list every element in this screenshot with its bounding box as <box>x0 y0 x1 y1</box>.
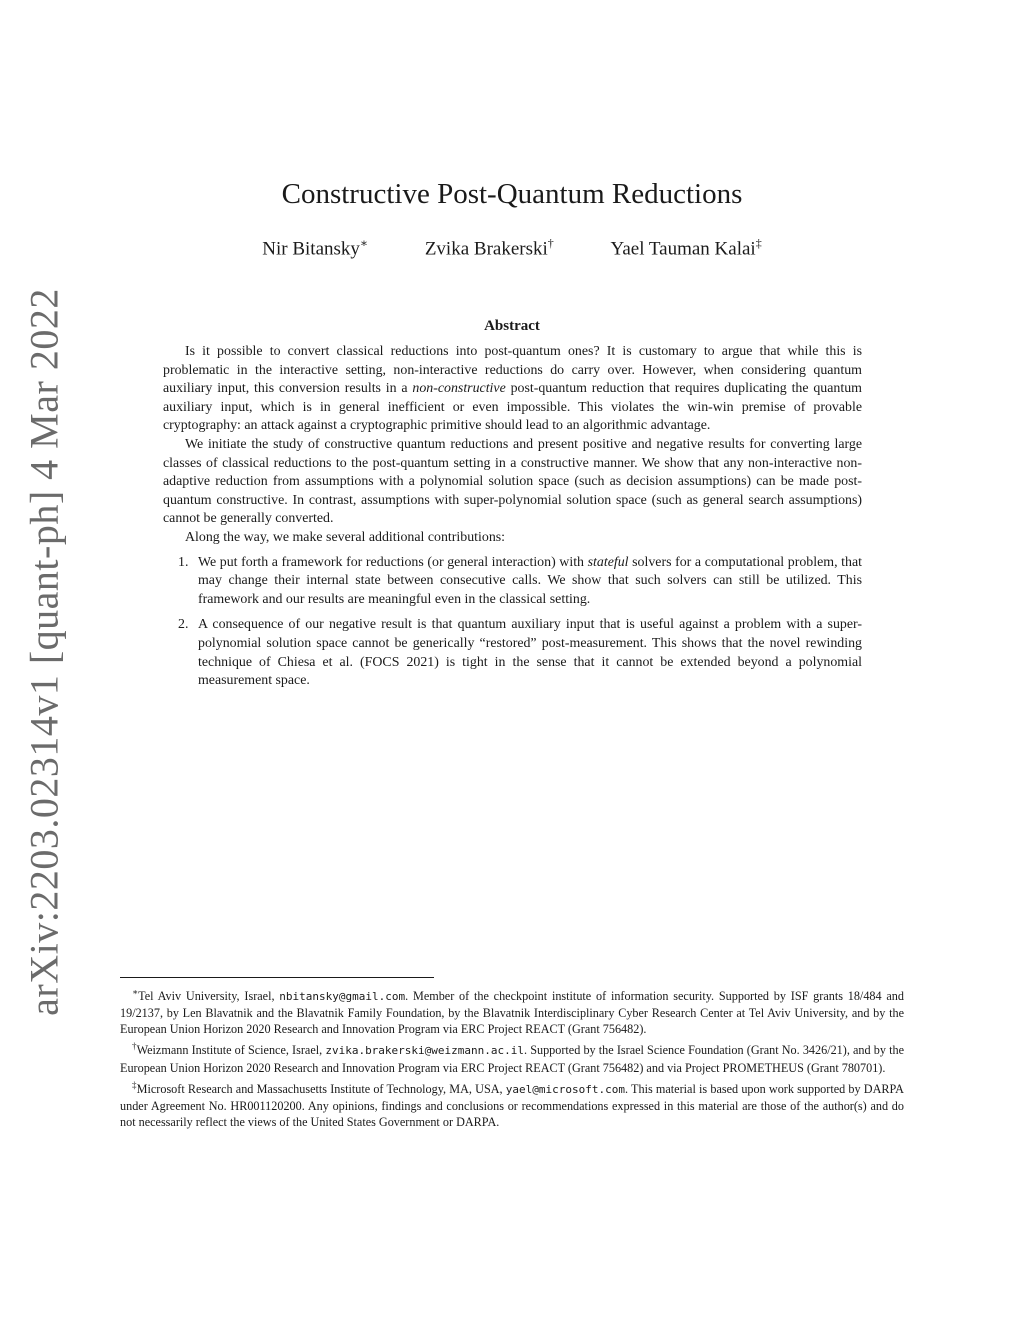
author-name: Yael Tauman Kalai <box>610 238 756 260</box>
abstract-heading: Abstract <box>484 318 540 334</box>
list-number: 2. <box>178 617 189 633</box>
author-brakerski <box>425 236 554 260</box>
author-kalai <box>611 236 762 260</box>
abstract-body <box>163 343 862 698</box>
author-footnote-mark: † <box>547 236 554 250</box>
footnote-rule <box>120 977 434 978</box>
footnote-brakerski: †Weizmann Institute of Science, Israel, zvika.brakerski@weizmann.ac.il. Supported by the Israel Science Foundation (Grant No. 3426/21), and by the European Union Horizon 2020 Research and Innovation Program via ERC Project REACT (Grant 756482) and via Project PROMETHEUS (Grant 780701). <box>120 1041 905 1075</box>
author-bitansky <box>262 236 368 260</box>
footnote-mark: ∗ <box>132 987 139 997</box>
abstract-paragraph: We initiate the study of constructive quantum reductions and present positive and negative results for converting large classes of classical reductions to the post-quantum setting in a constructive manner. We show that any non-interactive non-adaptive reduction from assumptions with a polynomial solution space (such as decision assumptions) can be made post-quantum constructive. In contrast, assumptions with super-polynomial solution space (such as general search assumptions) cannot be generally converted. <box>163 436 862 527</box>
author-footnote-mark: ‡ <box>755 236 762 250</box>
paper-title: Constructive Post-Quantum Reductions <box>281 178 743 210</box>
author-list <box>0 236 1024 260</box>
list-number: 1. <box>178 554 189 570</box>
email-link[interactable]: yael@microsoft.com <box>505 1082 626 1096</box>
footnote-kalai: ‡Microsoft Research and Massachusetts Institute of Technology, MA, USA, yael@microsoft.com. This material is based upon work supported by DARPA under Agreement No. HR001120200. Any opinions, findings and conclusions or recommendations expressed in this material are those of the author(s) and do not necessarily reflect the views of the United States Government or DARPA. <box>120 1079 904 1129</box>
footnote-bitansky: ∗Tel Aviv University, Israel, nbitansky@gmail.com. Member of the checkpoint institute of information security. Supported by ISF grants 18/484 and 19/2137, by Len Blavatnik and the Blavatnik Family Foundation, by the Blavatnik Interdisciplinary Cyber Research Center at Tel Aviv University, and by the European Union Horizon 2020 Research and Innovation Program via ERC Project REACT (Grant 756482). <box>120 987 904 1037</box>
author-name: Zvika Brakerski <box>424 238 548 260</box>
list-item: 1. We put forth a framework for reductions (or general interaction) with stateful solvers for a computational problem, that may change their internal state between consecutive calls. We show that such solvers can still be utilized. This framework and our results are meaningful even in the classical setting. <box>178 554 862 607</box>
list-item: 2. A consequence of our negative result is that quantum auxiliary input that is useful against a problem with a super-polynomial solution space cannot be generically “restored” post-measurement. This shows that the novel rewinding technique of Chiesa et al. (FOCS 2021) is tight in the sense that it cannot be extended beyond a polynomial measurement space. <box>178 617 862 689</box>
abstract-paragraph: Is it possible to convert classical reductions into post-quantum ones? It is customary to argue that while this is problematic in the interactive setting, non-interactive reductions do carry over. However, when considering quantum auxiliary input, this conversion results in a non-constructive post-quantum reduction that requires duplicating the quantum auxiliary input, which is in general inefficient or even impossible. This violates the win-win premise of provable cryptography: an attack against a cryptographic primitive should lead to an algorithmic advantage. <box>163 344 862 434</box>
contribution-list <box>163 554 862 691</box>
footnote-mark: † <box>132 1041 137 1052</box>
footnotes <box>120 977 904 1131</box>
emphasis: non-constructive <box>412 381 506 397</box>
author-name: Nir Bitansky <box>262 238 360 260</box>
abstract-paragraph: Along the way, we make several additional contributions: <box>185 529 506 545</box>
footnote-mark: ‡ <box>132 1079 137 1090</box>
arxiv-identifier: arXiv:2203.02314v1 [quant-ph] 4 Mar 2022 <box>21 288 67 1016</box>
email-link[interactable]: zvika.brakerski@weizmann.ac.il <box>325 1044 525 1058</box>
email-link[interactable]: nbitansky@gmail.com <box>279 990 406 1004</box>
author-footnote-mark: ∗ <box>359 236 369 250</box>
emphasis: stateful <box>587 554 629 570</box>
